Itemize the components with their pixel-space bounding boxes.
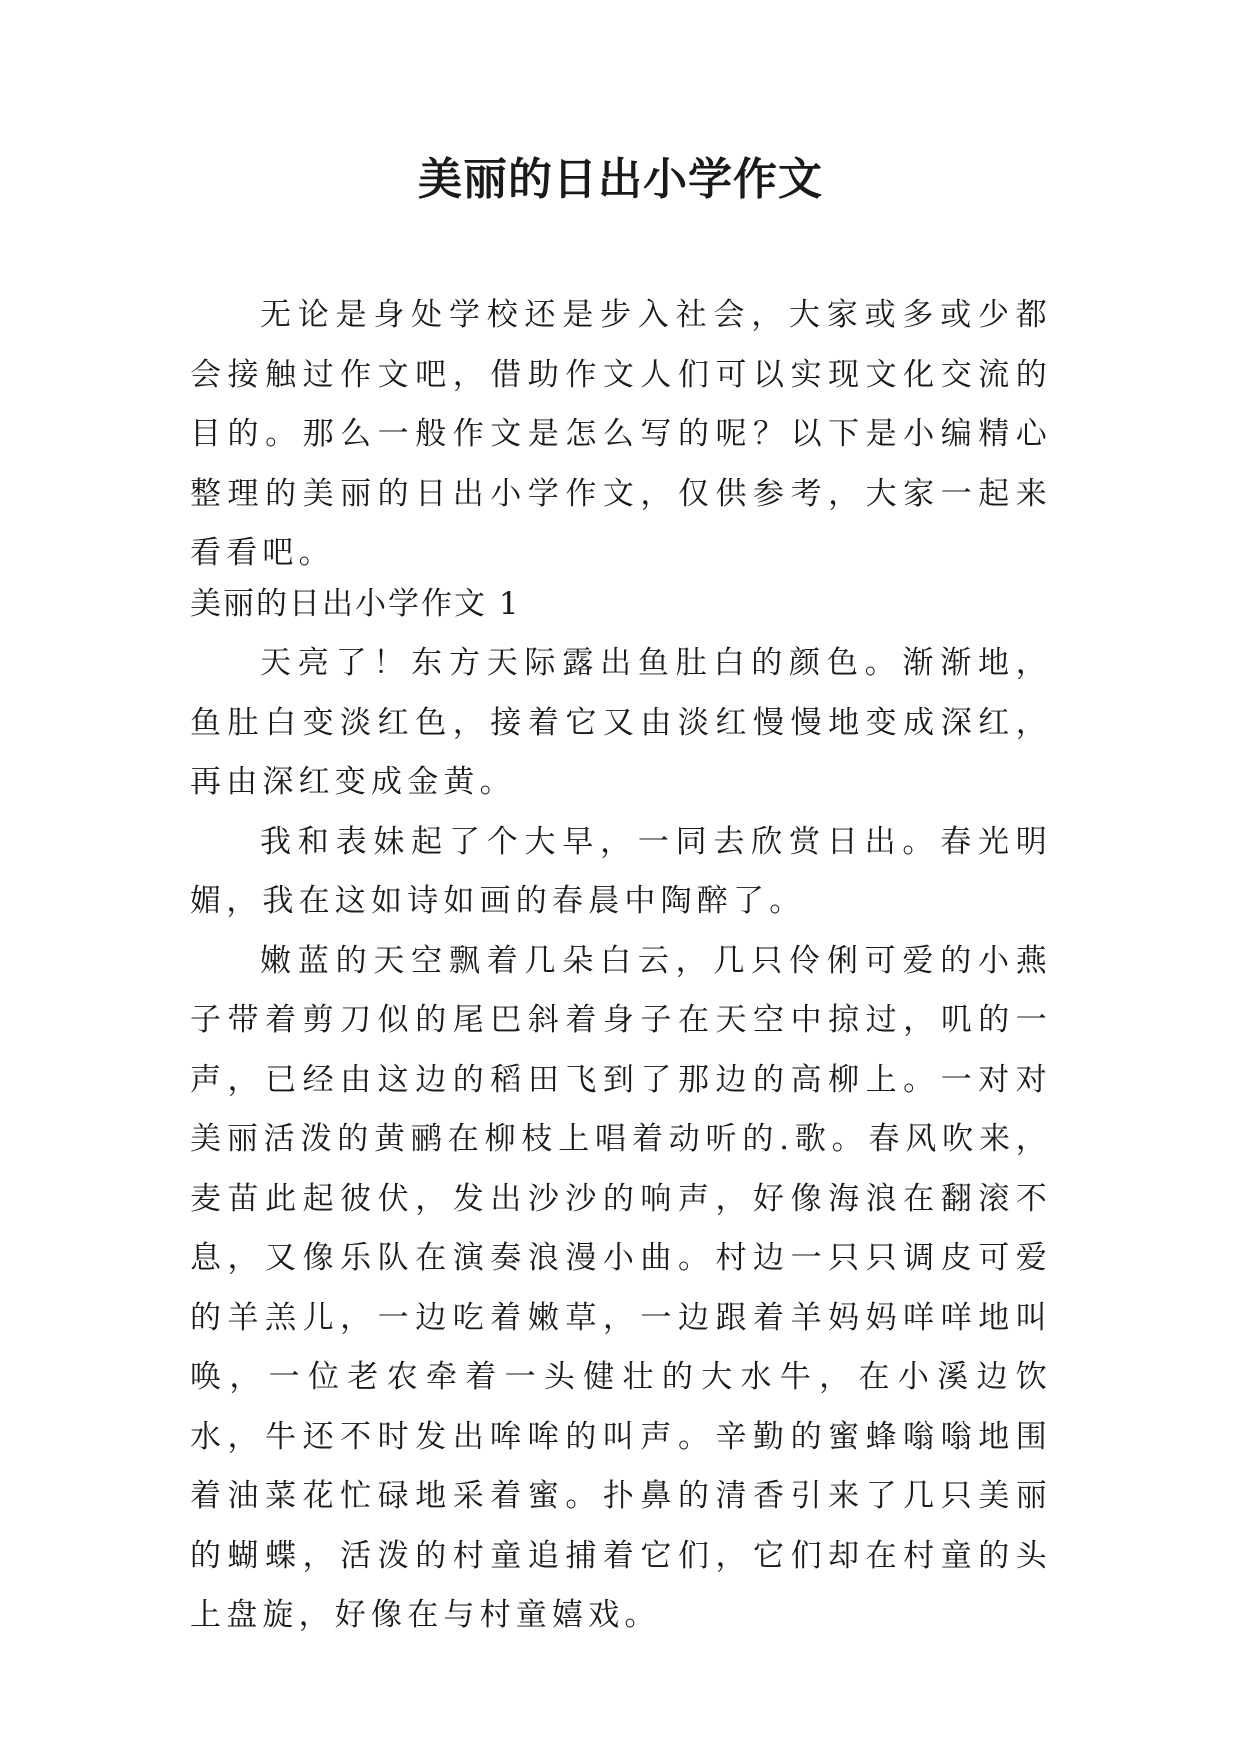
intro-section bbox=[190, 286, 1052, 584]
page-title: 美丽的日出小学作文 bbox=[418, 154, 823, 205]
essay-paragraph-2: 我和表妹起了个大早，一同去欣赏日出。春光明媚，我在这如诗如画的春晨中陶醉了。 bbox=[190, 823, 1052, 919]
intro-paragraph: 无论是身处学校还是步入社会，大家或多或少都会接触过作文吧，借助作文人们可以实现文化交流的目的。那么一般作文是怎么写的呢？以下是小编精心整理的美丽的日出小学作文，仅供参考，大家一起来看看吧。 bbox=[190, 297, 1052, 571]
essay-body bbox=[190, 634, 1052, 1646]
essay-paragraph-3: 嫩蓝的天空飘着几朵白云，几只伶俐可爱的小燕子带着剪刀似的尾巴斜着身子在天空中掠过，叽的一声，已经由这边的稻田飞到了那边的高柳上。一对对美丽活泼的黄鹂在柳枝上唱着动听的.歌。春风吹来，麦苗此起彼伏，发出沙沙的响声，好像海浪在翻滚不息，又像乐队在演奏浪漫小曲。村边一只只调皮可爱的羊羔儿，一边吃着嫩草，一边跟着羊妈妈咩咩地叫唤，一位老农牵着一头健壮的大水牛，在小溪边饮水，牛还不时发出哞哞的叫声。辛勤的蜜蜂嗡嗡地围着油菜花忙碌地采着蜜。扑鼻的清香引来了几只美丽的蝴蝶，活泼的村童追捕着它们，它们却在村童的头上盘旋，好像在与村童嬉戏。 bbox=[190, 942, 1052, 1633]
essay-paragraph-1: 天亮了！东方天际露出鱼肚白的颜色。渐渐地，鱼肚白变淡红色，接着它又由淡红慢慢地变成深红，再由深红变成金黄。 bbox=[190, 645, 1052, 800]
section-heading: 美丽的日出小学作文 1 bbox=[190, 586, 521, 622]
